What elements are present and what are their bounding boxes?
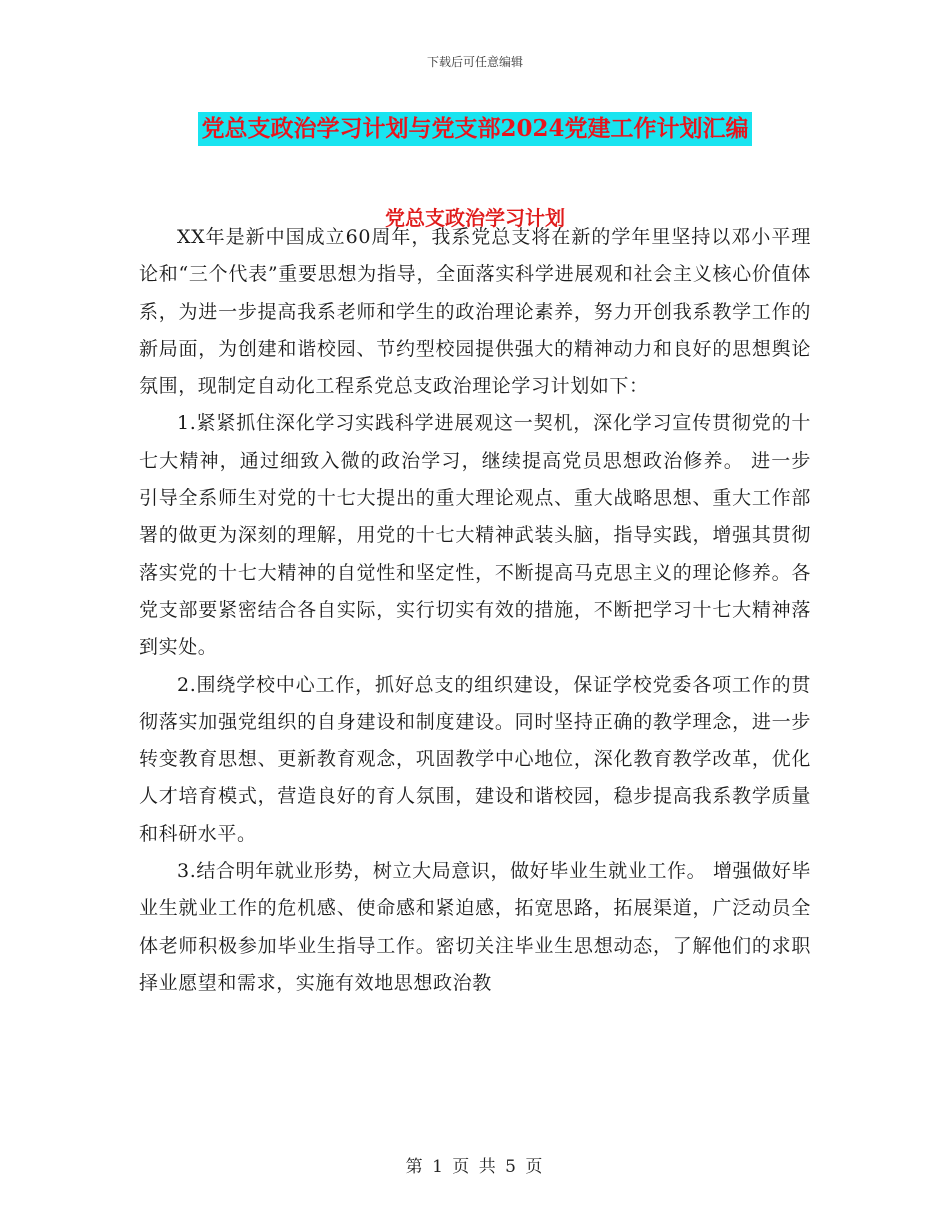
page-number-footer: 第 1 页 共 5 页 [405, 1157, 545, 1177]
document-title-container [0, 112, 950, 146]
paragraph: XX年是新中国成立60周年，我系党总支将在新的学年里坚持以邓小平理论和“三个代表”重要思想为指导，全面落实科学进展观和社会主义核心价值体系，为进一步提高我系老师和学生的政治理论素养，努力开创我系教学工作的新局面，为创建和谐校园、节约型校园提供强大的精神动力和良好的思想舆论氛围，现制定自动化工程系党总支政治理论学习计划如下： [139, 226, 811, 398]
document-title: 党总支政治学习计划与党支部2024党建工作计划汇编 [198, 112, 751, 146]
paragraph: 2.围绕学校中心工作，抓好总支的组织建设，保证学校党委各项工作的贯彻落实加强党组织的自身建设和制度建设。同时坚持正确的教学理念，进一步转变教育思想、更新教育观念，巩固教学中心地位，深化教育教学改革，优化人才培育模式，营造良好的育人氛围，建设和谐校园，稳步提高我系教学质量和科研水平。 [139, 673, 811, 845]
document-body [139, 219, 811, 1002]
paragraph: 3.结合明年就业形势，树立大局意识，做好毕业生就业工作。 增强做好毕业生就业工作的危机感、使命感和紧迫感，拓宽思路，拓展渠道，广泛动员全体老师积极参加毕业生指导工作。密切关注毕业生思想动态，了解他们的求职择业愿望和需求，实施有效地思想政治教 [139, 860, 811, 994]
section-title: 党总支政治学习计划 [385, 206, 565, 230]
page-header-note: 下载后可任意编辑 [426, 55, 523, 69]
paragraph: 1.紧紧抓住深化学习实践科学进展观这一契机，深化学习宣传贯彻党的十七大精神，通过细致入微的政治学习，继续提高党员思想政治修养。 进一步引导全系师生对党的十七大提出的重大理论观点、重大战略思想、重大工作部署的做更为深刻的理解，用党的十七大精神武装头脑，指导实践，增强其贯彻落实党的十七大精神的自觉性和坚定性，不断提高马克思主义的理论修养。各党支部要紧密结合各自实际，实行切实有效的措施，不断把学习十七大精神落到实处。 [139, 412, 811, 659]
